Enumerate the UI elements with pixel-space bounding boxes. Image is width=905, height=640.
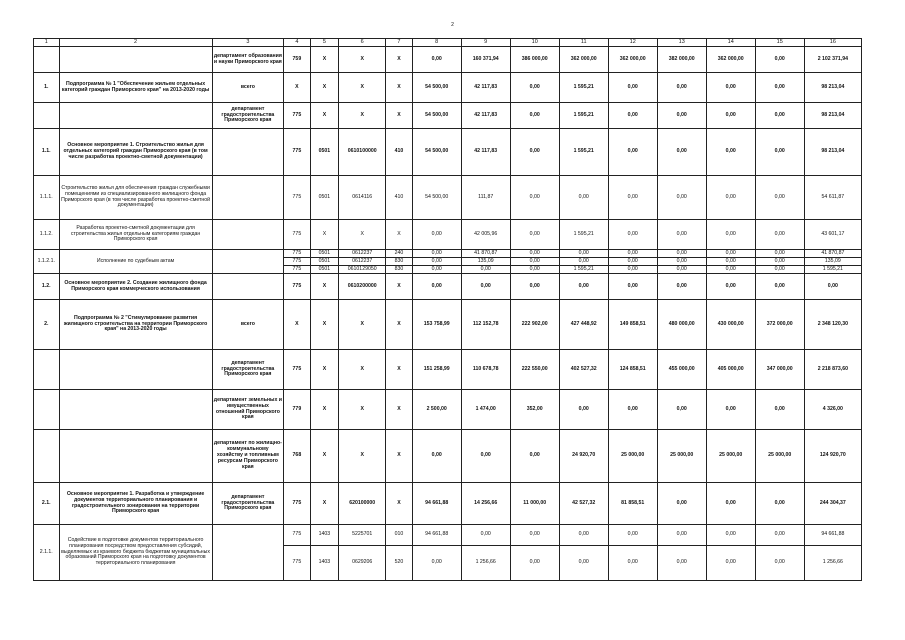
- table-cell: 0,00: [755, 176, 804, 220]
- table-cell: [34, 103, 60, 129]
- table-cell: 0,00: [510, 525, 559, 546]
- table-cell: 1 595,21: [804, 266, 861, 274]
- table-cell: 0612237: [339, 250, 386, 258]
- table-cell: 0,00: [510, 73, 559, 103]
- table-cell: 0,00: [706, 73, 755, 103]
- table-cell: X: [386, 350, 413, 390]
- table-cell: 620100000: [339, 483, 386, 525]
- table-cell: 775: [284, 103, 311, 129]
- table-cell: 405 000,00: [706, 350, 755, 390]
- table-cell: 42 005,96: [461, 220, 510, 250]
- table-cell: 0,00: [755, 525, 804, 546]
- table-cell: 2 218 873,60: [804, 350, 861, 390]
- table-row: [34, 47, 862, 73]
- table-cell: 0,00: [510, 258, 559, 266]
- table-cell: 0,00: [755, 129, 804, 176]
- table-cell: [59, 47, 212, 73]
- table-cell: 98 213,04: [804, 129, 861, 176]
- table-cell: [59, 350, 212, 390]
- table-cell: 520: [386, 546, 413, 581]
- table-cell: 1403: [310, 525, 339, 546]
- table-cell: 0,00: [559, 546, 608, 581]
- table-cell: 42 117,83: [461, 129, 510, 176]
- table-cell: 1 595,21: [559, 266, 608, 274]
- table-cell: 0,00: [510, 220, 559, 250]
- table-cell: 0,00: [755, 47, 804, 73]
- table-cell: 54 611,87: [804, 176, 861, 220]
- table-cell: 0610129050: [339, 266, 386, 274]
- table-cell: 0,00: [461, 525, 510, 546]
- table-cell: 0,00: [755, 390, 804, 430]
- table-cell: 1.1.: [34, 129, 60, 176]
- table-cell: 775: [284, 220, 311, 250]
- table-cell: 0,00: [755, 546, 804, 581]
- table-cell: 430 000,00: [706, 300, 755, 350]
- table-cell: 0,00: [657, 129, 706, 176]
- table-cell: 759: [284, 47, 311, 73]
- table-cell: 41 870,87: [461, 250, 510, 258]
- table-cell: 0,00: [755, 258, 804, 266]
- table-cell: X: [386, 390, 413, 430]
- table-cell: 0,00: [706, 250, 755, 258]
- table-cell: 54 500,00: [412, 73, 461, 103]
- table-cell: 0,00: [608, 546, 657, 581]
- table-cell: 2.1.: [34, 483, 60, 525]
- table-cell: 0,00: [706, 220, 755, 250]
- table-cell: 0,00: [755, 103, 804, 129]
- table-cell: 94 661,88: [412, 483, 461, 525]
- table-cell: 1 256,66: [804, 546, 861, 581]
- table-cell: X: [339, 430, 386, 483]
- table-cell: 149 858,51: [608, 300, 657, 350]
- table-cell: X: [339, 390, 386, 430]
- table-cell: 0,00: [559, 525, 608, 546]
- table-cell: 0,00: [706, 546, 755, 581]
- table-cell: департамент градостроительства Приморского края: [212, 350, 283, 390]
- table-row: [34, 483, 862, 525]
- table-cell: [212, 274, 283, 300]
- table-cell: 0,00: [608, 258, 657, 266]
- table-cell: Разработка проектно-сметной документации для строительства жилья отдельным категориям граждан Приморского края: [59, 220, 212, 250]
- table-row: [34, 176, 862, 220]
- table-cell: 0,00: [559, 176, 608, 220]
- table-cell: 0501: [310, 250, 339, 258]
- table-cell: 1.1.2.1.: [34, 250, 60, 274]
- table-cell: 0,00: [755, 483, 804, 525]
- col-header: 7: [386, 39, 413, 47]
- table-cell: 1 595,21: [559, 129, 608, 176]
- table-cell: 0,00: [412, 430, 461, 483]
- table-cell: 0,00: [608, 390, 657, 430]
- table-cell: 362 000,00: [608, 47, 657, 73]
- col-header: 2: [59, 39, 212, 47]
- table-cell: 5225701: [339, 525, 386, 546]
- table-cell: 98 213,04: [804, 103, 861, 129]
- table-cell: 0612237: [339, 258, 386, 266]
- table-cell: 830: [386, 266, 413, 274]
- table-cell: X: [339, 220, 386, 250]
- table-cell: 0,00: [706, 129, 755, 176]
- table-cell: X: [310, 274, 339, 300]
- table-cell: 111,87: [461, 176, 510, 220]
- table-cell: 2 102 371,94: [804, 47, 861, 73]
- table-cell: 0,00: [706, 390, 755, 430]
- col-header: 5: [310, 39, 339, 47]
- table-cell: 0,00: [608, 266, 657, 274]
- col-header: 12: [608, 39, 657, 47]
- table-cell: X: [339, 300, 386, 350]
- table-cell: 0,00: [559, 258, 608, 266]
- table-cell: 0,00: [657, 483, 706, 525]
- table-cell: 0610200000: [339, 274, 386, 300]
- table-cell: X: [310, 220, 339, 250]
- table-cell: 775: [284, 266, 311, 274]
- table-cell: 455 000,00: [657, 350, 706, 390]
- table-cell: 775: [284, 350, 311, 390]
- table-cell: 25 000,00: [608, 430, 657, 483]
- table-cell: 2.: [34, 300, 60, 350]
- table-cell: 0,00: [706, 483, 755, 525]
- table-cell: 410: [386, 176, 413, 220]
- page-number: 2: [451, 22, 454, 28]
- table-cell: 775: [284, 258, 311, 266]
- table-cell: 0,00: [657, 266, 706, 274]
- table-cell: 135,09: [461, 258, 510, 266]
- table-cell: 0610100000: [339, 129, 386, 176]
- table-cell: всего: [212, 73, 283, 103]
- col-header: 1: [34, 39, 60, 47]
- col-header: 10: [510, 39, 559, 47]
- table-row: [34, 350, 862, 390]
- table-cell: 24 920,70: [559, 430, 608, 483]
- table-row: [34, 525, 862, 546]
- table-cell: 0,00: [755, 274, 804, 300]
- table-cell: департамент градостроительства Приморского края: [212, 103, 283, 129]
- table-cell: 372 000,00: [755, 300, 804, 350]
- table-cell: X: [386, 300, 413, 350]
- table-cell: 25 000,00: [706, 430, 755, 483]
- column-number-row: [34, 39, 862, 47]
- table-cell: 0501: [310, 129, 339, 176]
- table-cell: 94 661,88: [804, 525, 861, 546]
- table-cell: 0,00: [608, 220, 657, 250]
- table-cell: 0,00: [412, 274, 461, 300]
- table-cell: 98 213,04: [804, 73, 861, 103]
- table-row: [34, 73, 862, 103]
- table-cell: 775: [284, 250, 311, 258]
- table-cell: 0,00: [559, 274, 608, 300]
- table-cell: 775: [284, 176, 311, 220]
- table-cell: 0,00: [608, 525, 657, 546]
- table-cell: X: [386, 483, 413, 525]
- table-cell: 0,00: [755, 220, 804, 250]
- table-cell: Основное мероприятие 1. Разработка и утверждение документов территориального планирования и градостроительного зонирования на территории Приморского края: [59, 483, 212, 525]
- table-cell: 0,00: [461, 266, 510, 274]
- table-cell: 0,00: [657, 176, 706, 220]
- table-cell: 775: [284, 525, 311, 546]
- table-cell: 124 920,70: [804, 430, 861, 483]
- table-cell: 41 870,87: [804, 250, 861, 258]
- table-cell: департамент по жилищно-коммунальному хозяйству и топливным ресурсам Приморского края: [212, 430, 283, 483]
- table-cell: 0,00: [510, 176, 559, 220]
- table-cell: 0,00: [510, 430, 559, 483]
- table-cell: 427 448,92: [559, 300, 608, 350]
- table-cell: [212, 525, 283, 581]
- table-cell: 480 000,00: [657, 300, 706, 350]
- table-cell: 135,09: [804, 258, 861, 266]
- table-cell: 0,00: [412, 546, 461, 581]
- table-cell: X: [310, 300, 339, 350]
- col-header: 16: [804, 39, 861, 47]
- table-cell: [59, 390, 212, 430]
- table-cell: 0,00: [657, 525, 706, 546]
- col-header: 15: [755, 39, 804, 47]
- table-cell: X: [386, 220, 413, 250]
- table-cell: X: [386, 430, 413, 483]
- table-cell: 0,00: [510, 546, 559, 581]
- table-cell: 0,00: [559, 250, 608, 258]
- col-header: 13: [657, 39, 706, 47]
- table-row: [34, 250, 862, 258]
- table-cell: 0,00: [412, 47, 461, 73]
- table-cell: 0,00: [706, 103, 755, 129]
- table-cell: [212, 220, 283, 250]
- table-cell: 1 256,66: [461, 546, 510, 581]
- table-cell: 0,00: [657, 103, 706, 129]
- table-cell: 14 256,66: [461, 483, 510, 525]
- table-cell: [34, 47, 60, 73]
- table-cell: 0,00: [657, 274, 706, 300]
- table-cell: 1 595,21: [559, 220, 608, 250]
- table-cell: X: [339, 73, 386, 103]
- table-cell: 0,00: [706, 258, 755, 266]
- table-cell: 2 348 120,30: [804, 300, 861, 350]
- table-cell: X: [284, 300, 311, 350]
- table-cell: департамент земельных и имущественных отношений Приморского края: [212, 390, 283, 430]
- table-cell: 410: [386, 129, 413, 176]
- table-cell: 42 527,32: [559, 483, 608, 525]
- table-cell: X: [310, 430, 339, 483]
- table-cell: 222 902,00: [510, 300, 559, 350]
- table-cell: 0,00: [657, 220, 706, 250]
- table-cell: X: [339, 103, 386, 129]
- table-row: [34, 430, 862, 483]
- table-cell: 2 500,00: [412, 390, 461, 430]
- table-cell: 0,00: [608, 274, 657, 300]
- table-cell: 0501: [310, 258, 339, 266]
- table-cell: 0,00: [706, 525, 755, 546]
- table-cell: 0,00: [559, 390, 608, 430]
- table-row: [34, 300, 862, 350]
- table-cell: 244 304,37: [804, 483, 861, 525]
- table-cell: 775: [284, 546, 311, 581]
- table-cell: Содействие в подготовке документов территориального планирования посредством предоставления субсидий, выделяемых из краевого бюджета бюджетам муниципальных образований Приморского края на подготовку документов территориального планирования: [59, 525, 212, 581]
- table-cell: 153 758,99: [412, 300, 461, 350]
- table-cell: 42 117,83: [461, 73, 510, 103]
- table-cell: 0,00: [608, 176, 657, 220]
- table-cell: 110 678,78: [461, 350, 510, 390]
- table-row: [34, 129, 862, 176]
- col-header: 3: [212, 39, 283, 47]
- table-cell: 240: [386, 250, 413, 258]
- table-cell: [212, 176, 283, 220]
- col-header: 11: [559, 39, 608, 47]
- table-cell: [34, 390, 60, 430]
- table-cell: 0,00: [510, 103, 559, 129]
- table-cell: 0,00: [657, 258, 706, 266]
- table-cell: 54 500,00: [412, 129, 461, 176]
- col-header: 9: [461, 39, 510, 47]
- table-cell: [34, 430, 60, 483]
- table-cell: всего: [212, 300, 283, 350]
- col-header: 4: [284, 39, 311, 47]
- table-cell: 151 258,99: [412, 350, 461, 390]
- table-cell: 0,00: [608, 73, 657, 103]
- table-cell: X: [310, 483, 339, 525]
- table-cell: 1.1.1.: [34, 176, 60, 220]
- table-cell: Основное мероприятие 2. Создание жилищного фонда Приморского края коммерческого использования: [59, 274, 212, 300]
- table-cell: 0,00: [510, 274, 559, 300]
- table-cell: 160 371,94: [461, 47, 510, 73]
- table-cell: 0,00: [755, 73, 804, 103]
- table-cell: Основное мероприятие 1. Строительство жилья для отдельных категорий граждан Приморского края (в том числе разработка проектно-сметной документации): [59, 129, 212, 176]
- table-cell: Исполнение по судебным актам: [59, 250, 212, 274]
- table-cell: 42 117,83: [461, 103, 510, 129]
- table-cell: 0,00: [412, 250, 461, 258]
- table-cell: 25 000,00: [755, 430, 804, 483]
- table-cell: 1 474,00: [461, 390, 510, 430]
- table-row: [34, 220, 862, 250]
- table-cell: 347 000,00: [755, 350, 804, 390]
- table-cell: Строительство жилья для обеспечения граждан служебными помещениями из специализированного жилищного фонда Приморского края (в том числе разработка проектно-сметной документации): [59, 176, 212, 220]
- table-cell: 0501: [310, 176, 339, 220]
- table-cell: 386 000,00: [510, 47, 559, 73]
- table-row: [34, 390, 862, 430]
- table-cell: 0629206: [339, 546, 386, 581]
- table-cell: 830: [386, 258, 413, 266]
- table-cell: 1.: [34, 73, 60, 103]
- table-cell: 0,00: [510, 129, 559, 176]
- table-cell: 0,00: [804, 274, 861, 300]
- table-cell: X: [386, 274, 413, 300]
- table-cell: 0,00: [510, 266, 559, 274]
- table-cell: [59, 103, 212, 129]
- table-cell: 94 661,88: [412, 525, 461, 546]
- table-cell: 0,00: [608, 129, 657, 176]
- table-cell: 1403: [310, 546, 339, 581]
- table-cell: 0,00: [608, 103, 657, 129]
- table-row: [34, 103, 862, 129]
- table-cell: X: [310, 47, 339, 73]
- table-cell: X: [386, 103, 413, 129]
- table-cell: 0,00: [755, 250, 804, 258]
- table-cell: 1 595,21: [559, 103, 608, 129]
- table-cell: Подпрограмма № 1 "Обеспечение жильем отдельных категорий граждан Приморского края" на 2013-2020 годы: [59, 73, 212, 103]
- table-cell: 1 595,21: [559, 73, 608, 103]
- table-cell: 25 000,00: [657, 430, 706, 483]
- table-cell: 775: [284, 129, 311, 176]
- table-cell: 352,00: [510, 390, 559, 430]
- table-cell: 0,00: [706, 266, 755, 274]
- table-cell: X: [310, 103, 339, 129]
- budget-table: [33, 38, 862, 581]
- col-header: 14: [706, 39, 755, 47]
- table-cell: 1.2.: [34, 274, 60, 300]
- table-cell: 11 000,00: [510, 483, 559, 525]
- table-cell: 779: [284, 390, 311, 430]
- table-cell: [34, 350, 60, 390]
- table-cell: 54 500,00: [412, 176, 461, 220]
- table-cell: 362 000,00: [706, 47, 755, 73]
- table-cell: 0,00: [510, 250, 559, 258]
- col-header: 8: [412, 39, 461, 47]
- table-cell: 222 550,00: [510, 350, 559, 390]
- table-cell: X: [310, 390, 339, 430]
- table-cell: [59, 430, 212, 483]
- table-cell: департамент градостроительства Приморского края: [212, 483, 283, 525]
- table-cell: 0614116: [339, 176, 386, 220]
- table-cell: 775: [284, 274, 311, 300]
- table-cell: 0,00: [706, 176, 755, 220]
- table-cell: 0,00: [412, 266, 461, 274]
- table-cell: 362 000,00: [559, 47, 608, 73]
- table-cell: X: [386, 47, 413, 73]
- table-cell: 402 527,32: [559, 350, 608, 390]
- table-cell: 81 858,51: [608, 483, 657, 525]
- table-cell: 2.1.1.: [34, 525, 60, 581]
- table-cell: департамент образования и науки Приморского края: [212, 47, 283, 73]
- table-cell: 768: [284, 430, 311, 483]
- table-cell: 1.1.2.: [34, 220, 60, 250]
- table-cell: X: [339, 47, 386, 73]
- table-cell: 0,00: [412, 220, 461, 250]
- table-cell: 0501: [310, 266, 339, 274]
- col-header: 6: [339, 39, 386, 47]
- table-cell: 112 152,78: [461, 300, 510, 350]
- table-cell: 010: [386, 525, 413, 546]
- table-cell: 0,00: [608, 250, 657, 258]
- table-cell: 0,00: [657, 390, 706, 430]
- table-cell: 0,00: [461, 274, 510, 300]
- table-cell: Подпрограмма № 2 "Стимулирование развития жилищного строительства на территории Приморского края" на 2013-2020 годы: [59, 300, 212, 350]
- table-cell: X: [310, 350, 339, 390]
- table-cell: [212, 250, 283, 274]
- table-cell: 124 858,51: [608, 350, 657, 390]
- table-cell: 54 500,00: [412, 103, 461, 129]
- table-cell: X: [386, 73, 413, 103]
- table-cell: 0,00: [657, 73, 706, 103]
- table-cell: 0,00: [657, 250, 706, 258]
- table-cell: 775: [284, 483, 311, 525]
- table-cell: 0,00: [461, 430, 510, 483]
- table-cell: 0,00: [755, 266, 804, 274]
- table-row: [34, 274, 862, 300]
- table-cell: [212, 129, 283, 176]
- table-cell: X: [339, 350, 386, 390]
- table-cell: 0,00: [657, 546, 706, 581]
- table-cell: 0,00: [412, 258, 461, 266]
- table-cell: X: [284, 73, 311, 103]
- table-cell: X: [310, 73, 339, 103]
- table-cell: 382 000,00: [657, 47, 706, 73]
- table-cell: 0,00: [706, 274, 755, 300]
- table-cell: 4 326,00: [804, 390, 861, 430]
- table-cell: 43 601,17: [804, 220, 861, 250]
